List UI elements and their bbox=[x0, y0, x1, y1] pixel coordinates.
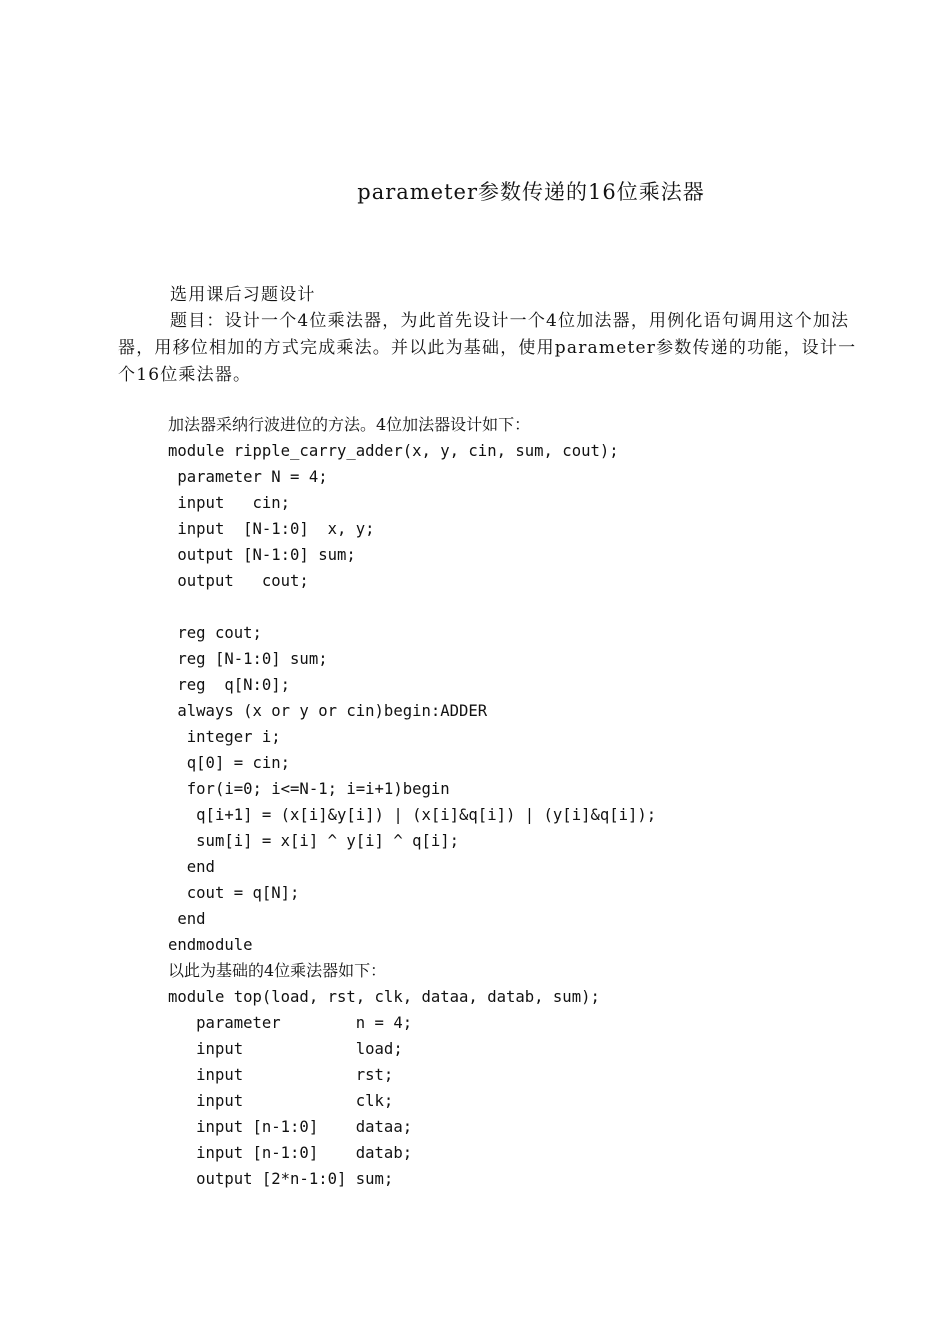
code-line: output [N-1:0] sum; bbox=[168, 546, 356, 564]
code-line: sum[i] = x[i] ^ y[i] ^ q[i]; bbox=[168, 832, 460, 850]
problem-paragraph: 题目：设计一个4位乘法器，为此首先设计一个4位加法器，用例化语句调用这个加法器，用移位相加的方式完成乘法。并以此为基础，使用parameter参数传递的功能，设计一个16位乘法器。 bbox=[118, 311, 857, 385]
code-line: input clk; bbox=[168, 1092, 394, 1110]
code-line: reg [N-1:0] sum; bbox=[168, 650, 328, 668]
code-line: endmodule bbox=[168, 936, 253, 954]
code-line: always (x or y or cin)begin:ADDER bbox=[168, 702, 488, 720]
code-line: input [n-1:0] dataa; bbox=[168, 1118, 413, 1136]
code-line: reg q[N:0]; bbox=[168, 676, 291, 694]
code-line: reg cout; bbox=[168, 624, 262, 642]
code-line: output cout; bbox=[168, 572, 309, 590]
code-line: module top(load, rst, clk, dataa, datab, sum); bbox=[168, 988, 600, 1006]
code-line: end bbox=[168, 910, 206, 928]
multiplier-intro: 以此为基础的4位乘法器如下： bbox=[168, 961, 387, 980]
code-line: parameter n = 4; bbox=[168, 1014, 413, 1032]
code-line: input rst; bbox=[168, 1066, 394, 1084]
code-line: end bbox=[168, 858, 215, 876]
code-line: input [N-1:0] x, y; bbox=[168, 520, 375, 538]
code-line: integer i; bbox=[168, 728, 281, 746]
intro-heading: 选用课后习题设计 bbox=[170, 285, 316, 305]
code-line bbox=[168, 594, 656, 620]
adder-intro: 加法器采纳行波进位的方法。4位加法器设计如下： bbox=[168, 415, 531, 434]
code-line: cout = q[N]; bbox=[168, 884, 300, 902]
code-line: for(i=0; i<=N-1; i=i+1)begin bbox=[168, 780, 450, 798]
code-line: q[i+1] = (x[i]&y[i]) | (x[i]&q[i]) | (y[i]&q[i]); bbox=[168, 806, 657, 824]
code-line: output [2*n-1:0] sum; bbox=[168, 1170, 394, 1188]
document-title: parameter参数传递的16位乘法器 bbox=[357, 180, 705, 204]
adder-code-block bbox=[168, 438, 656, 958]
code-line: input [n-1:0] datab; bbox=[168, 1144, 413, 1162]
code-line: input load; bbox=[168, 1040, 403, 1058]
code-line: parameter N = 4; bbox=[168, 468, 328, 486]
code-line: input cin; bbox=[168, 494, 291, 512]
multiplier-code-block bbox=[168, 984, 600, 1192]
code-line: q[0] = cin; bbox=[168, 754, 291, 772]
code-line: module ripple_carry_adder(x, y, cin, sum, cout); bbox=[168, 442, 619, 460]
